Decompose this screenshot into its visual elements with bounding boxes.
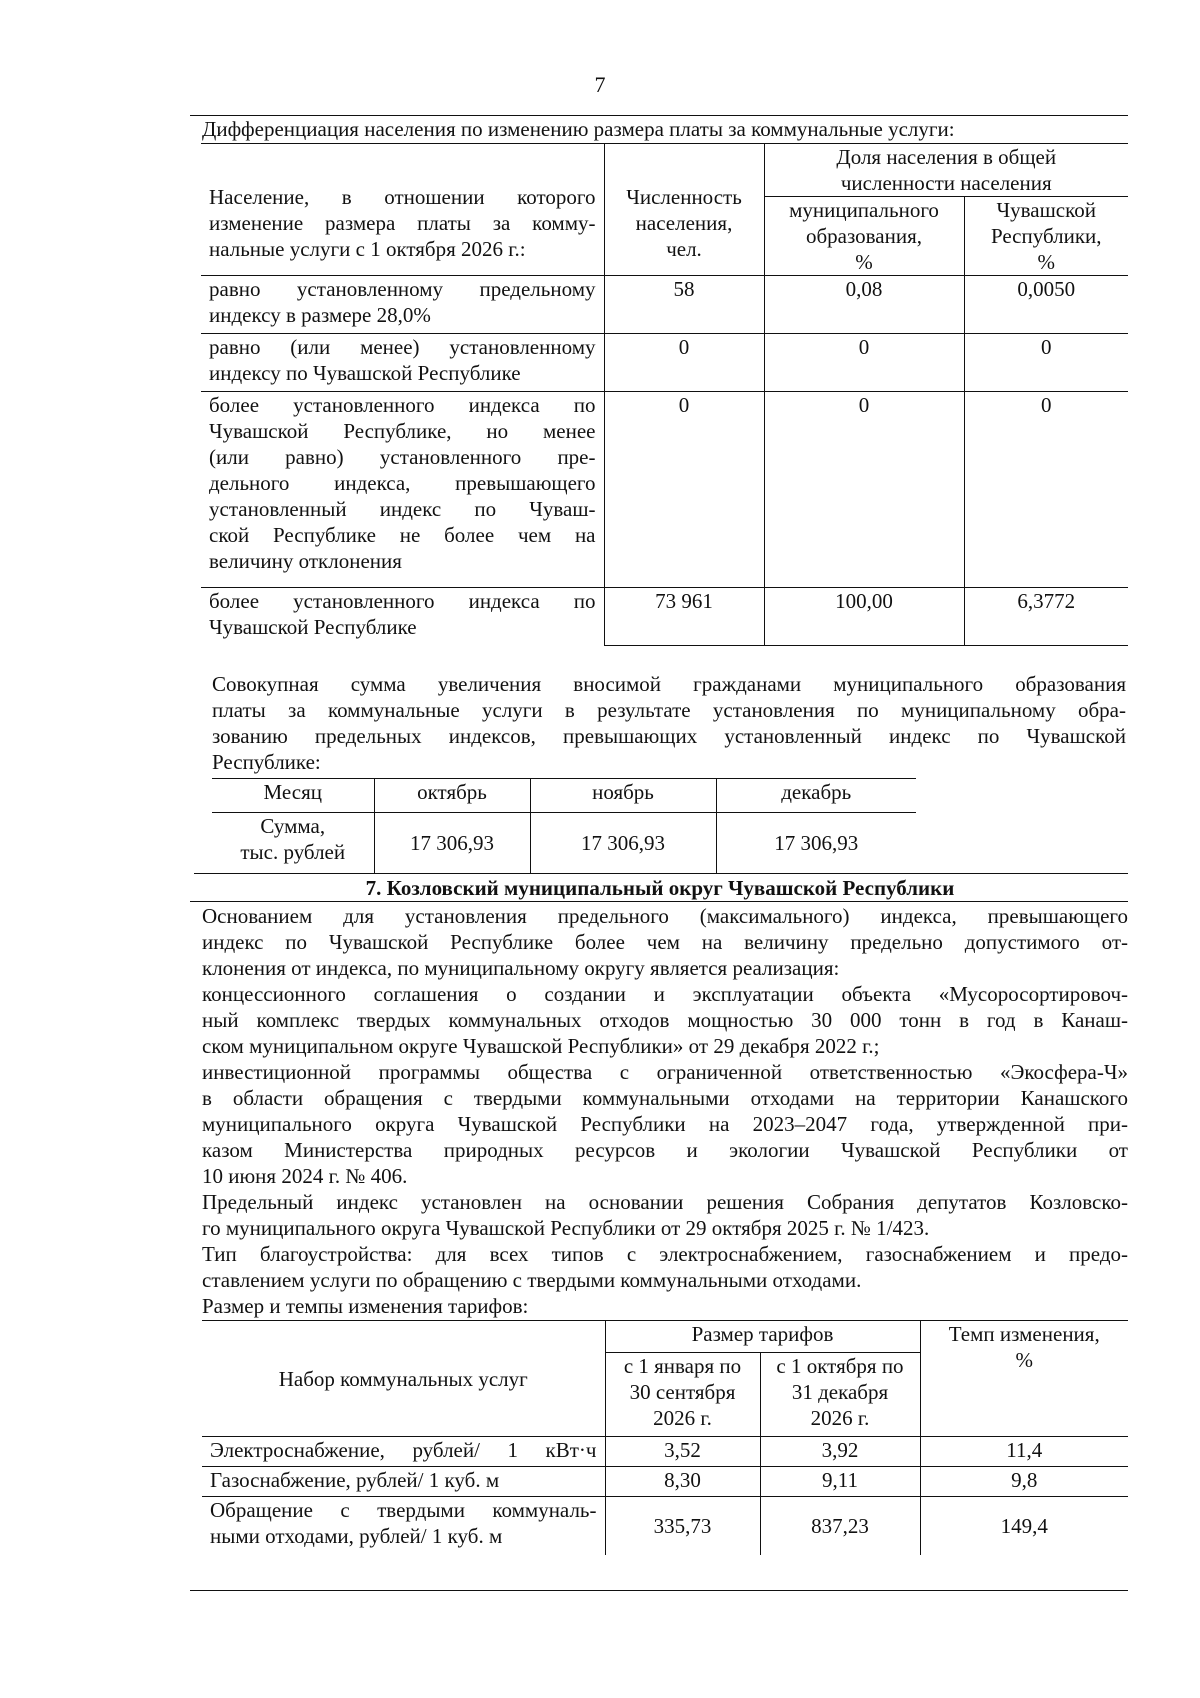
amenity-type-paragraph: Тип благоустройства: для всех типов с электроснабжением, газоснабжением и предо- ставлением услуги по обращению с твердыми коммунальными отходами. [202,1242,1128,1292]
row-period-2: 3,92 [760,1437,920,1467]
basis-paragraph: Основанием для установления предельного (максимального) индекса, превышающего индекс по Чувашской Республике более чем на величину предельно допустимого от- клонения от индекса, по муниципальному округу является реализация: [202,904,1128,980]
header-month: Месяц [212,779,374,813]
row-label: более установленного индекса по Чувашской Республике [201,588,604,646]
sum-october: 17 306,93 [374,813,530,873]
row-sum-label: Сумма, тыс. рублей [212,813,374,873]
row-label: Обращение с твердыми коммуналь- ными отходами, рублей/ 1 куб. м [202,1497,605,1555]
row-municipal-share: 0,08 [764,276,964,334]
table-row [201,588,1128,646]
row-label: более установленного индекса по Чувашской Республике, но менее (или равно) установленного пре- дельного индекса, превышающего установленный индекс по Чуваш- ской Республике не более чем на величину отклонения [201,392,604,588]
row-republic-share: 0 [964,334,1128,392]
sum-december: 17 306,93 [716,813,916,873]
row-republic-share: 0 [964,392,1128,588]
row-municipal-share: 0 [764,334,964,392]
table-row [201,276,1128,334]
tariffs-caption: Размер и темпы изменения тарифов: [202,1294,529,1318]
header-change-rate: Темп изменения, % [920,1321,1128,1437]
header-republic-share: Чувашской Республики, % [964,197,1128,276]
table-row [201,334,1128,392]
table-row [201,392,1128,588]
row-period-2: 9,11 [760,1467,920,1497]
bottom-rule [190,1590,1128,1591]
tariffs-table [202,1320,1128,1555]
sum-november: 17 306,93 [530,813,716,873]
table-row [202,1497,1128,1555]
page-number: 7 [594,72,606,97]
header-services: Набор коммунальных услуг [202,1321,605,1437]
month-october: октябрь [374,779,530,813]
row-count: 0 [604,392,764,588]
row-republic-share: 0,0050 [964,276,1128,334]
row-label: Электроснабжение, рублей/ 1 кВт·ч [202,1437,605,1467]
concession-paragraph: концессионного соглашения о создании и эксплуатации объекта «Мусоросортировоч- ный комплекс твердых коммунальных отходов мощностью 30 000 тонн в год в Канаш- ском муниципальном округе Чувашской Республики» от 29 декабря 2022 г.; [202,982,1128,1058]
investment-paragraph: инвестиционной программы общества с ограниченной ответственностью «Экосфера-Ч» в области обращения с твердыми коммунальными отходами на территории Канашского муниципального округа Чувашской Республики на 2023–2047 года, утвержденной при- казом Министерства природных ресурсов и экологии Чувашской Республики от 10 июня 2024 г. № 406. [202,1060,1128,1188]
row-change-rate: 9,8 [920,1467,1128,1497]
row-period-2: 837,23 [760,1497,920,1555]
header-share: Доля населения в общей численности населения [764,144,1128,197]
table-row [202,1467,1128,1497]
population-differentiation-table [201,143,1128,646]
row-period-1: 3,52 [605,1437,760,1467]
row-municipal-share: 100,00 [764,588,964,646]
row-change-rate: 11,4 [920,1437,1128,1467]
table-row [202,1437,1128,1467]
month-november: ноябрь [530,779,716,813]
limit-index-paragraph: Предельный индекс установлен на основании решения Собрания депутатов Козловско- го муниципального округа Чувашской Республики от 29 октября 2025 г. № 1/423. [202,1190,1128,1240]
row-count: 73 961 [604,588,764,646]
table1-caption: Дифференциация населения по изменению размера платы за коммунальные услуги: [202,117,955,141]
header-period-1: с 1 января по 30 сентября 2026 г. [605,1353,760,1437]
header-municipal-share: муниципального образования, % [764,197,964,276]
section-rule-top [194,873,1128,874]
row-count: 0 [604,334,764,392]
section-heading: 7. Козловский муниципальный округ Чувашской Республики [365,876,955,900]
row-municipal-share: 0 [764,392,964,588]
row-label: равно (или менее) установленному индексу по Чувашской Республике [201,334,604,392]
section-rule-bottom [190,901,1128,902]
row-label: Газоснабжение, рублей/ 1 куб. м [202,1467,605,1497]
row-period-1: 335,73 [605,1497,760,1555]
row-republic-share: 6,3772 [964,588,1128,646]
row-period-1: 8,30 [605,1467,760,1497]
header-period-2: с 1 октября по 31 декабря 2026 г. [760,1353,920,1437]
row-change-rate: 149,4 [920,1497,1128,1555]
header-count: Численность населения, чел. [604,144,764,276]
header-population: Население, в отношении которого изменение размера платы за комму- нальные услуги с 1 октября 2026 г.: [201,144,604,276]
row-label: равно установленному предельному индексу в размере 28,0% [201,276,604,334]
sum-paragraph: Совокупная сумма увеличения вносимой гражданами муниципального образования платы за коммунальные услуги в результате установления по муниципальному обра- зованию предельных индексов, превышающих установленный индекс по Чувашской Республике: [212,672,1126,774]
monthly-sum-table [212,778,916,873]
row-count: 58 [604,276,764,334]
header-tariffs: Размер тарифов [605,1321,920,1353]
month-december: декабрь [716,779,916,813]
